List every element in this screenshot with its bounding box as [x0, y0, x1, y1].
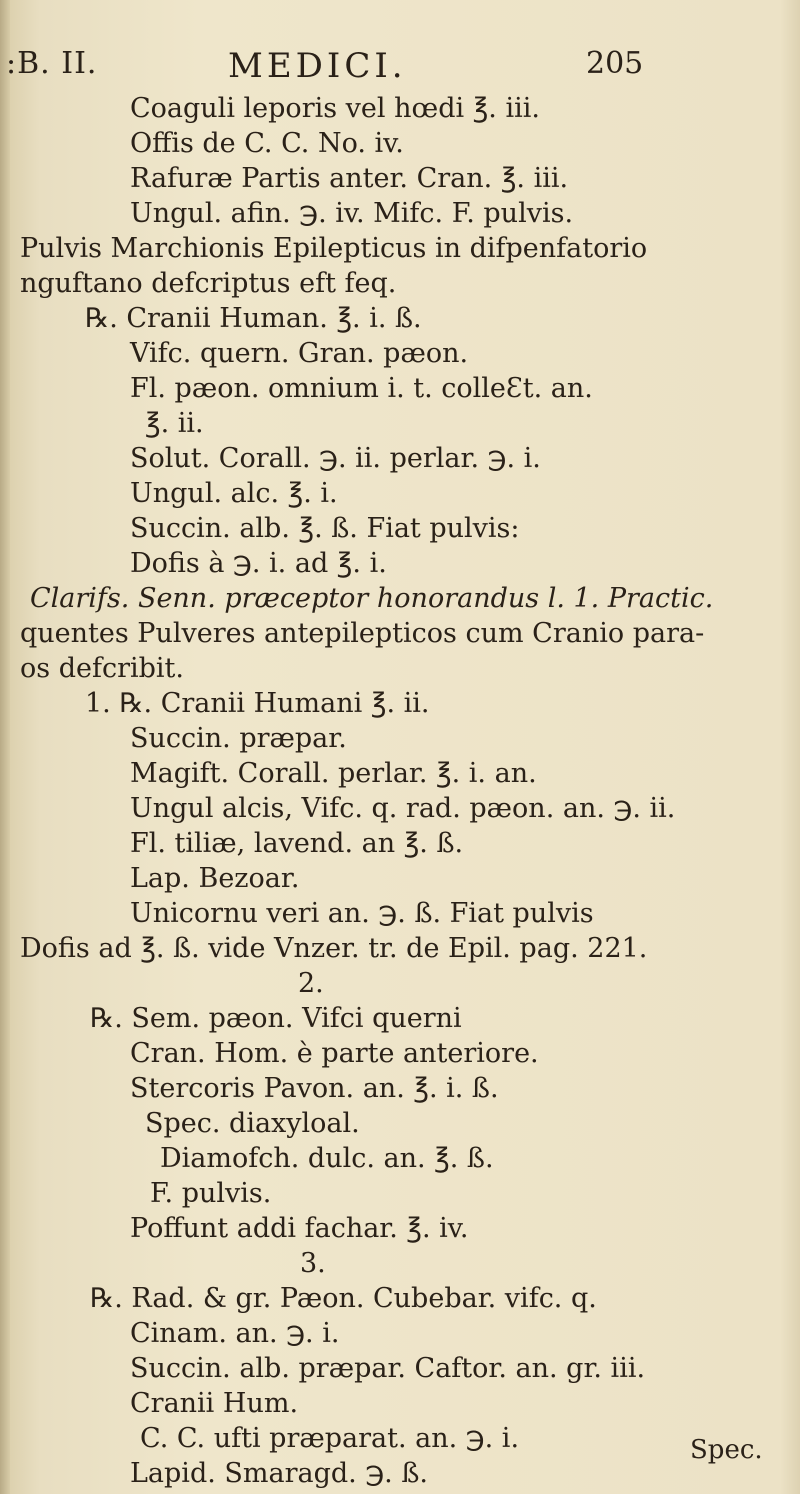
text-line: 3.: [300, 1248, 326, 1279]
header-book-number: :B. II.: [6, 46, 98, 81]
text-line: os defcribit.: [20, 653, 184, 684]
running-header: [0, 40, 800, 90]
text-line: Poffunt addi fachar. ℥. iv.: [130, 1213, 469, 1244]
text-line: Offis de C. C. No. iv.: [130, 128, 404, 159]
text-line: Spec. diaxyloal.: [145, 1108, 360, 1139]
text-line: Solut. Corall. ℈. ii. perlar. ℈. i.: [130, 443, 541, 474]
text-line: nguftano defcriptus eft feq.: [20, 268, 397, 299]
text-line: Dofis à ℈. i. ad ℥. i.: [130, 548, 387, 579]
text-line: Ungul alcis, Vifc. q. rad. pæon. an. ℈. ii.: [130, 793, 676, 824]
text-line: Fl. tiliæ, lavend. an ℥. ß.: [130, 828, 464, 859]
text-line: ℞. Rad. & gr. Pæon. Cubebar. vifc. q.: [90, 1283, 597, 1314]
text-line: Coaguli leporis vel hœdi ℥. iii.: [130, 93, 540, 124]
text-line: ℞. Cranii Human. ℥. i. ß.: [85, 303, 422, 334]
text-line: Diamofch. dulc. an. ℥. ß.: [160, 1143, 494, 1174]
text-line: Stercoris Pavon. an. ℥. i. ß.: [130, 1073, 499, 1104]
header-title: MEDICI.: [228, 46, 407, 86]
text-line: Succin. præpar.: [130, 723, 347, 754]
text-line: F. pulvis.: [150, 1178, 272, 1209]
text-line: Vifc. quern. Gran. pæon.: [130, 338, 469, 369]
page-number: 205: [586, 46, 644, 81]
text-line: 2.: [298, 968, 324, 999]
text-line: Clarifs. Senn. præceptor honorandus l. 1. Practic.: [30, 583, 714, 614]
text-line: C. C. ufti præparat. an. ℈. i.: [140, 1423, 520, 1454]
text-line: Rafuræ Partis anter. Cran. ℥. iii.: [130, 163, 569, 194]
text-line: Cranii Hum.: [130, 1388, 299, 1419]
text-line: Ungul. alc. ℥. i.: [130, 478, 338, 509]
catchword: Spec.: [690, 1435, 763, 1465]
text-line: Fl. pæon. omnium i. t. colleƐt. an.: [130, 373, 593, 404]
text-line: quentes Pulveres antepilepticos cum Cranio para-: [20, 618, 705, 649]
text-line: Lap. Bezoar.: [130, 863, 300, 894]
text-line: Succin. alb. ℥. ß. Fiat pulvis:: [130, 513, 520, 544]
text-line: ℥. ii.: [145, 408, 204, 439]
text-line: Lapid. Smaragd. ℈. ß.: [130, 1458, 428, 1489]
text-line: Cinam. an. ℈. i.: [130, 1318, 340, 1349]
text-line: ℞. Sem. pæon. Vifci querni: [90, 1003, 462, 1034]
text-line: Pulvis Marchionis Epilepticus in difpenfatorio: [20, 233, 648, 264]
text-line: Magift. Corall. perlar. ℥. i. an.: [130, 758, 537, 789]
text-line: 1. ℞. Cranii Humani ℥. ii.: [85, 688, 430, 719]
text-line: Succin. alb. præpar. Caftor. an. gr. iii.: [130, 1353, 646, 1384]
text-line: Cran. Hom. è parte anteriore.: [130, 1038, 539, 1069]
page-gutter: [0, 0, 10, 1494]
text-line: Unicornu veri an. ℈. ß. Fiat pulvis: [130, 898, 594, 929]
text-line: Ungul. afin. ℈. iv. Mifc. F. pulvis.: [130, 198, 574, 229]
text-line: Dofis ad ℥. ß. vide Vnzer. tr. de Epil. pag. 221.: [20, 933, 648, 964]
